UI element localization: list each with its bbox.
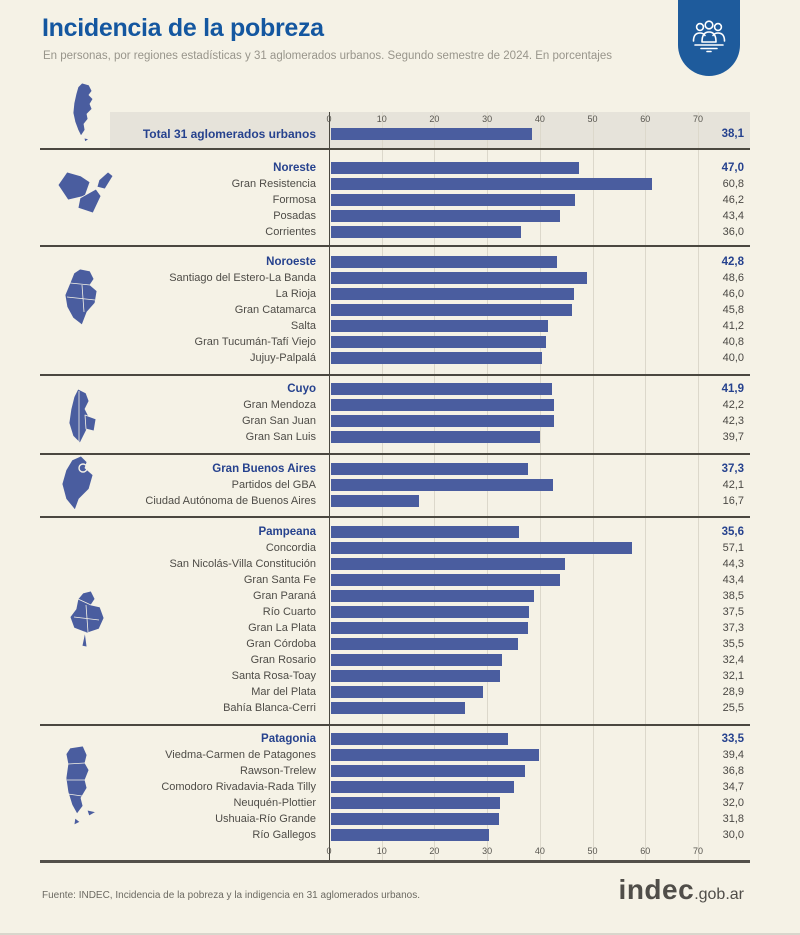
row-value: 42,3 <box>722 415 744 427</box>
row-label: Bahía Blanca-Cerri <box>223 702 316 714</box>
bar-track <box>330 461 701 477</box>
row-label: Gran Córdoba <box>246 638 316 650</box>
chart-row <box>0 461 744 477</box>
row-label: Gran Santa Fe <box>243 574 316 586</box>
bar-track <box>330 429 701 445</box>
source-note: Fuente: INDEC, Incidencia de la pobreza y la indigencia en 31 aglomerados urbanos. <box>42 890 421 901</box>
argentina-map-icon <box>60 82 110 149</box>
value-bar <box>331 256 557 268</box>
row-label: Formosa <box>272 194 316 206</box>
bar-track <box>330 208 701 224</box>
value-bar <box>331 304 572 316</box>
axis-tick-label: 40 <box>534 846 545 856</box>
bar-track <box>330 160 701 176</box>
row-value: 46,0 <box>722 288 744 300</box>
bar-track <box>330 176 701 192</box>
bar-track <box>330 668 701 684</box>
value-bar <box>331 128 532 140</box>
row-value: 45,8 <box>722 304 744 316</box>
section-divider <box>40 148 750 150</box>
bar-track <box>330 318 701 334</box>
page-title: Incidencia de la pobreza <box>42 14 324 42</box>
chart-row <box>0 684 744 700</box>
row-value: 32,4 <box>722 654 744 666</box>
noroeste-map-icon <box>60 267 106 336</box>
chart-row <box>0 668 744 684</box>
section-divider <box>40 374 750 376</box>
bar-track <box>330 636 701 652</box>
bar-track <box>330 556 701 572</box>
cuyo-map-icon <box>62 387 104 454</box>
row-value: 35,5 <box>722 638 744 650</box>
chart-row <box>0 286 744 302</box>
chart-row <box>0 270 744 286</box>
bar-track <box>330 827 701 843</box>
section-patagonia <box>0 731 744 843</box>
indec-logo-suffix: .gob.ar <box>694 886 744 903</box>
bar-track <box>330 192 701 208</box>
indec-logo <box>619 874 744 906</box>
row-value: 57,1 <box>722 542 744 554</box>
chart-row <box>0 811 744 827</box>
row-label: Jujuy-Palpalá <box>249 352 316 364</box>
row-value: 41,2 <box>722 320 744 332</box>
bar-track <box>330 731 701 747</box>
value-bar <box>331 288 574 300</box>
row-label: Neuquén-Plottier <box>233 797 316 809</box>
value-bar <box>331 194 575 206</box>
row-label: Ushuaia-Río Grande <box>215 813 316 825</box>
axis-tick-label: 40 <box>534 114 545 124</box>
row-value: 40,8 <box>722 336 744 348</box>
chart-row <box>0 731 744 747</box>
value-bar <box>331 574 560 586</box>
bar-track <box>330 795 701 811</box>
value-bar <box>331 431 540 443</box>
row-value: 42,8 <box>721 256 744 268</box>
row-label: La Rioja <box>275 288 316 300</box>
bar-track <box>330 350 701 366</box>
value-bar <box>331 622 528 634</box>
section-cuyo <box>0 381 744 445</box>
chart-row <box>0 350 744 366</box>
row-label: Gran La Plata <box>248 622 316 634</box>
value-bar <box>331 383 552 395</box>
value-bar <box>331 749 539 761</box>
bar-track <box>330 413 701 429</box>
chart-row <box>0 795 744 811</box>
x-axis-top <box>326 114 703 126</box>
row-label: San Nicolás-Villa Constitución <box>169 558 316 570</box>
noreste-map-icon <box>55 170 119 227</box>
row-label: Partidos del GBA <box>231 479 316 491</box>
chart-row <box>0 477 744 493</box>
row-value: 40,0 <box>722 352 744 364</box>
axis-tick-label: 0 <box>326 114 332 124</box>
indec-logo-text: indec <box>618 874 695 905</box>
row-value: 34,7 <box>722 781 744 793</box>
section-total <box>0 126 744 142</box>
bar-track <box>330 763 701 779</box>
chart-row <box>0 318 744 334</box>
value-bar <box>331 781 514 793</box>
axis-tick-label: 10 <box>376 114 387 124</box>
row-value: 30,0 <box>722 829 744 841</box>
bar-track <box>330 397 701 413</box>
row-value: 31,8 <box>722 813 744 825</box>
axis-tick-label: 10 <box>376 846 387 856</box>
row-label: Viedma-Carmen de Patagones <box>165 749 316 761</box>
value-bar <box>331 558 565 570</box>
row-label: Rawson-Trelew <box>239 765 316 777</box>
chart-row <box>0 747 744 763</box>
chart-row <box>0 572 744 588</box>
row-label: Gran Tucumán-Tafí Viejo <box>194 336 316 348</box>
value-bar <box>331 542 632 554</box>
row-value: 43,4 <box>722 574 744 586</box>
row-label: Gran San Luis <box>245 431 316 443</box>
value-bar <box>331 606 529 618</box>
value-bar <box>331 733 508 745</box>
bar-track <box>330 381 701 397</box>
chart-row <box>0 413 744 429</box>
axis-tick-label: 60 <box>640 846 651 856</box>
chart-row <box>0 381 744 397</box>
people-group-icon <box>688 15 730 62</box>
row-value: 25,5 <box>722 702 744 714</box>
pampeana-map-icon <box>64 589 114 658</box>
axis-tick-label: 0 <box>326 846 332 856</box>
row-value: 60,8 <box>722 178 744 190</box>
patagonia-map-icon <box>56 744 104 837</box>
chart-row <box>0 254 744 270</box>
row-label: Noreste <box>273 162 316 174</box>
value-bar <box>331 526 519 538</box>
row-label: Patagonia <box>261 733 316 745</box>
row-value: 38,5 <box>722 590 744 602</box>
bar-track <box>330 254 701 270</box>
row-value: 36,8 <box>722 765 744 777</box>
x-axis-bottom <box>326 846 703 858</box>
value-bar <box>331 479 553 491</box>
row-value: 42,2 <box>722 399 744 411</box>
row-value: 35,6 <box>721 526 744 538</box>
chart-row <box>0 397 744 413</box>
row-label: Gran Catamarca <box>234 304 316 316</box>
bar-track <box>330 334 701 350</box>
row-value: 16,7 <box>722 495 744 507</box>
row-value: 36,0 <box>722 226 744 238</box>
value-bar <box>331 272 587 284</box>
row-value: 28,9 <box>722 686 744 698</box>
value-bar <box>331 654 502 666</box>
chart-row <box>0 493 744 509</box>
bar-track <box>330 620 701 636</box>
chart-row <box>0 700 744 716</box>
value-bar <box>331 670 500 682</box>
row-value: 39,7 <box>722 431 744 443</box>
chart-row <box>0 524 744 540</box>
row-label: Ciudad Autónoma de Buenos Aires <box>145 495 316 507</box>
value-bar <box>331 495 419 507</box>
row-label: Posadas <box>273 210 316 222</box>
row-label: Río Cuarto <box>262 606 316 618</box>
value-bar <box>331 797 500 809</box>
value-bar <box>331 686 483 698</box>
row-label: Pampeana <box>258 526 316 538</box>
chart-row <box>0 429 744 445</box>
page-subtitle: En personas, por regiones estadísticas y 31 aglomerados urbanos. Segundo semestre de 2024. En porcentajes <box>43 50 612 62</box>
chart-row <box>0 763 744 779</box>
value-bar <box>331 210 560 222</box>
row-value: 48,6 <box>722 272 744 284</box>
row-label: Total 31 aglomerados urbanos <box>142 127 316 141</box>
value-bar <box>331 590 534 602</box>
row-label: Río Gallegos <box>252 829 316 841</box>
bar-track <box>330 684 701 700</box>
chart-row <box>0 540 744 556</box>
section-gran-buenos-aires <box>0 461 744 509</box>
chart-row <box>0 126 744 142</box>
row-label: Gran San Juan <box>242 415 316 427</box>
row-value: 37,3 <box>721 463 744 475</box>
row-label: Mar del Plata <box>251 686 316 698</box>
row-value: 46,2 <box>722 194 744 206</box>
row-label: Gran Buenos Aires <box>212 463 316 475</box>
bar-track <box>330 493 701 509</box>
row-label: Comodoro Rivadavia-Rada Tilly <box>161 781 316 793</box>
value-bar <box>331 336 546 348</box>
axis-tick-label: 30 <box>482 846 493 856</box>
axis-tick-label: 20 <box>429 114 440 124</box>
bar-track <box>330 270 701 286</box>
bar-track <box>330 604 701 620</box>
row-label: Concordia <box>265 542 316 554</box>
row-label: Santiago del Estero-La Banda <box>169 272 316 284</box>
row-label: Cuyo <box>287 383 316 395</box>
bar-track <box>330 126 701 142</box>
value-bar <box>331 352 542 364</box>
value-bar <box>331 226 521 238</box>
chart-row <box>0 334 744 350</box>
bar-track <box>330 540 701 556</box>
bar-track <box>330 524 701 540</box>
axis-tick-label: 20 <box>429 846 440 856</box>
row-value: 39,4 <box>722 749 744 761</box>
row-label: Gran Resistencia <box>231 178 316 190</box>
value-bar <box>331 162 579 174</box>
value-bar <box>331 399 554 411</box>
value-bar <box>331 829 489 841</box>
axis-tick-label: 50 <box>587 114 598 124</box>
row-label: Noroeste <box>266 256 316 268</box>
row-value: 32,1 <box>722 670 744 682</box>
value-bar <box>331 638 518 650</box>
value-bar <box>331 320 548 332</box>
bar-track <box>330 572 701 588</box>
row-label: Santa Rosa-Toay <box>231 670 316 682</box>
row-value: 33,5 <box>721 733 744 745</box>
bar-track <box>330 779 701 795</box>
section-noroeste <box>0 254 744 366</box>
bar-track <box>330 477 701 493</box>
row-value: 42,1 <box>722 479 744 491</box>
row-label: Salta <box>290 320 316 332</box>
bar-track <box>330 700 701 716</box>
chart-row <box>0 779 744 795</box>
indec-header-badge <box>678 0 740 76</box>
bar-track <box>330 286 701 302</box>
row-value: 37,3 <box>722 622 744 634</box>
row-value: 38,1 <box>721 128 744 140</box>
bar-track <box>330 302 701 318</box>
axis-tick-label: 30 <box>482 114 493 124</box>
value-bar <box>331 813 499 825</box>
section-divider <box>40 453 750 455</box>
bar-track <box>330 747 701 763</box>
chart-bottom-rule <box>40 860 750 863</box>
axis-tick-label: 70 <box>692 114 703 124</box>
value-bar <box>331 415 554 427</box>
chart-row <box>0 827 744 843</box>
bar-track <box>330 588 701 604</box>
section-divider <box>40 245 750 247</box>
section-divider <box>40 516 750 518</box>
row-value: 47,0 <box>721 162 744 174</box>
bar-track <box>330 224 701 240</box>
bar-track <box>330 652 701 668</box>
row-value: 32,0 <box>722 797 744 809</box>
axis-tick-label: 60 <box>640 114 651 124</box>
row-value: 44,3 <box>722 558 744 570</box>
chart-row <box>0 302 744 318</box>
axis-tick-label: 50 <box>587 846 598 856</box>
gran-buenos-aires-map-icon <box>58 454 100 519</box>
row-label: Gran Paraná <box>253 590 316 602</box>
value-bar <box>331 765 525 777</box>
axis-tick-label: 70 <box>692 846 703 856</box>
value-bar <box>331 702 465 714</box>
section-divider <box>40 724 750 726</box>
row-value: 43,4 <box>722 210 744 222</box>
row-label: Corrientes <box>265 226 316 238</box>
row-value: 41,9 <box>721 383 744 395</box>
row-value: 37,5 <box>722 606 744 618</box>
row-label: Gran Rosario <box>250 654 316 666</box>
chart-row <box>0 556 744 572</box>
row-label: Gran Mendoza <box>243 399 316 411</box>
bar-track <box>330 811 701 827</box>
value-bar <box>331 178 652 190</box>
value-bar <box>331 463 528 475</box>
